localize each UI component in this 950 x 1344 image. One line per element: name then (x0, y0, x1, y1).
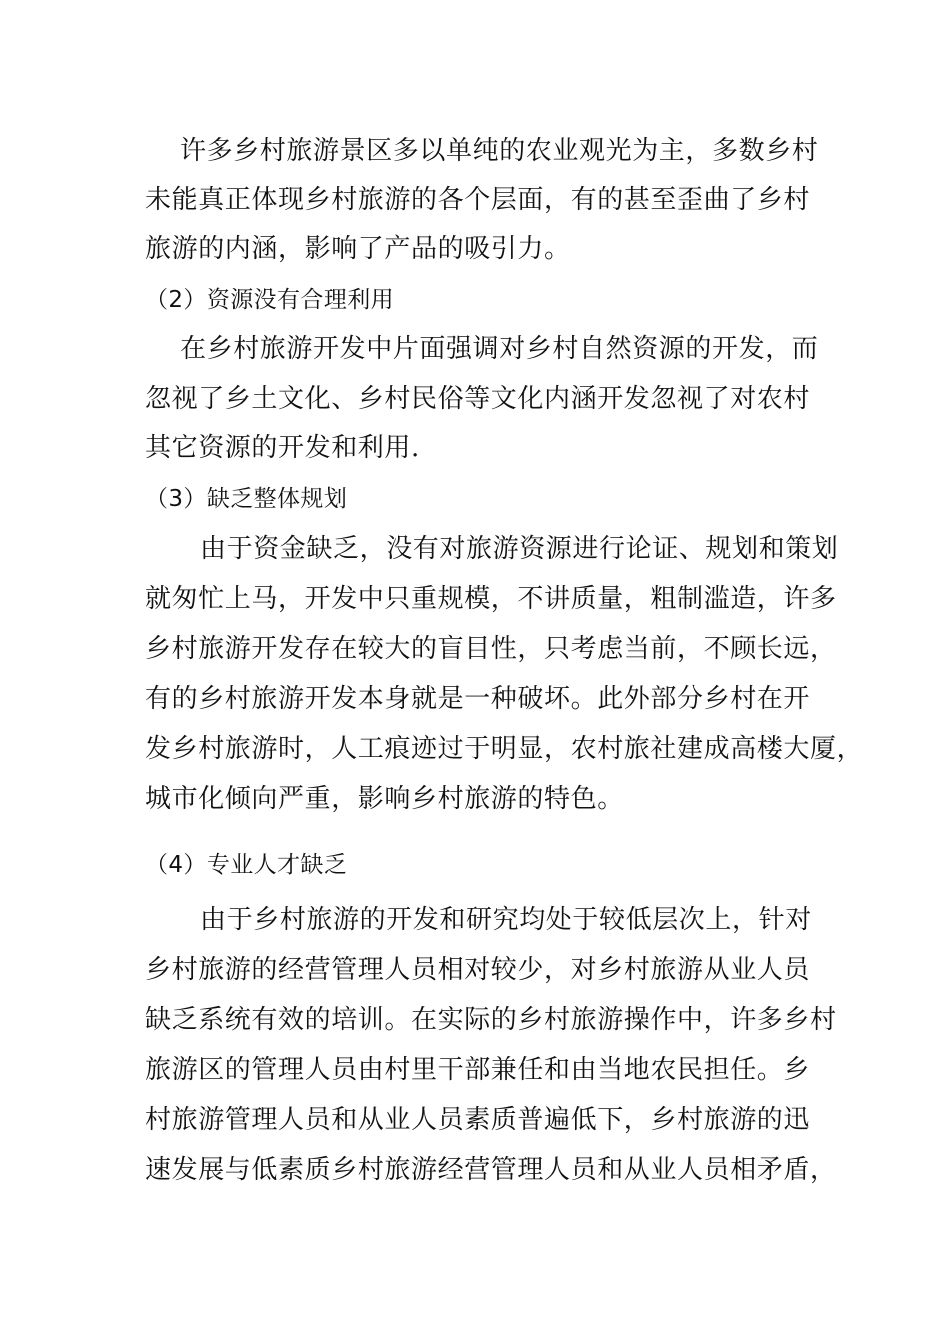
paragraph-line: 村旅游管理人员和从业人员素质普遍低下，乡村旅游的迅 (145, 1105, 811, 1135)
paragraph-line: 其它资源的开发和利用. (145, 433, 420, 463)
paragraph-line: 缺乏系统有效的培训。在实际的乡村旅游操作中，许多乡村 (145, 1005, 837, 1035)
section-heading: （3）缺乏整体规划 (145, 486, 348, 512)
paragraph-line: 旅游的内涵，影响了产品的吸引力。 (145, 234, 571, 264)
paragraph-line: 由于资金缺乏，没有对旅游资源进行论证、规划和策划 (200, 534, 839, 564)
paragraph-line: 忽视了乡土文化、乡村民俗等文化内涵开发忽视了对农村 (145, 384, 811, 414)
paragraph-line: 旅游区的管理人员由村里干部兼任和由当地农民担任。乡 (145, 1055, 811, 1085)
paragraph-line: 许多乡村旅游景区多以单纯的农业观光为主，多数乡村 (180, 136, 819, 166)
paragraph-line: 乡村旅游开发存在较大的盲目性，只考虑当前，不顾长远， (145, 634, 837, 664)
paragraph-line: 有的乡村旅游开发本身就是一种破坏。此外部分乡村在开 (145, 684, 811, 714)
paragraph-line: 乡村旅游的经营管理人员相对较少，对乡村旅游从业人员 (145, 955, 811, 985)
paragraph-line: 城市化倾向严重，影响乡村旅游的特色。 (145, 784, 624, 814)
paragraph-line: 就匆忙上马，开发中只重规模，不讲质量，粗制滥造，许多 (145, 584, 837, 614)
section-heading: （4）专业人才缺乏 (145, 852, 348, 878)
paragraph-line: 未能真正体现乡村旅游的各个层面，有的甚至歪曲了乡村 (145, 185, 811, 215)
section-heading: （2）资源没有合理利用 (145, 287, 395, 313)
paragraph-line: 由于乡村旅游的开发和研究均处于较低层次上，针对 (200, 905, 812, 935)
paragraph-line: 速发展与低素质乡村旅游经营管理人员和从业人员相矛盾， (145, 1155, 837, 1185)
paragraph-line: 在乡村旅游开发中片面强调对乡村自然资源的开发，而 (180, 334, 819, 364)
paragraph-line: 发乡村旅游时，人工痕迹过于明显，农村旅社建成高楼大厦， (145, 734, 864, 764)
